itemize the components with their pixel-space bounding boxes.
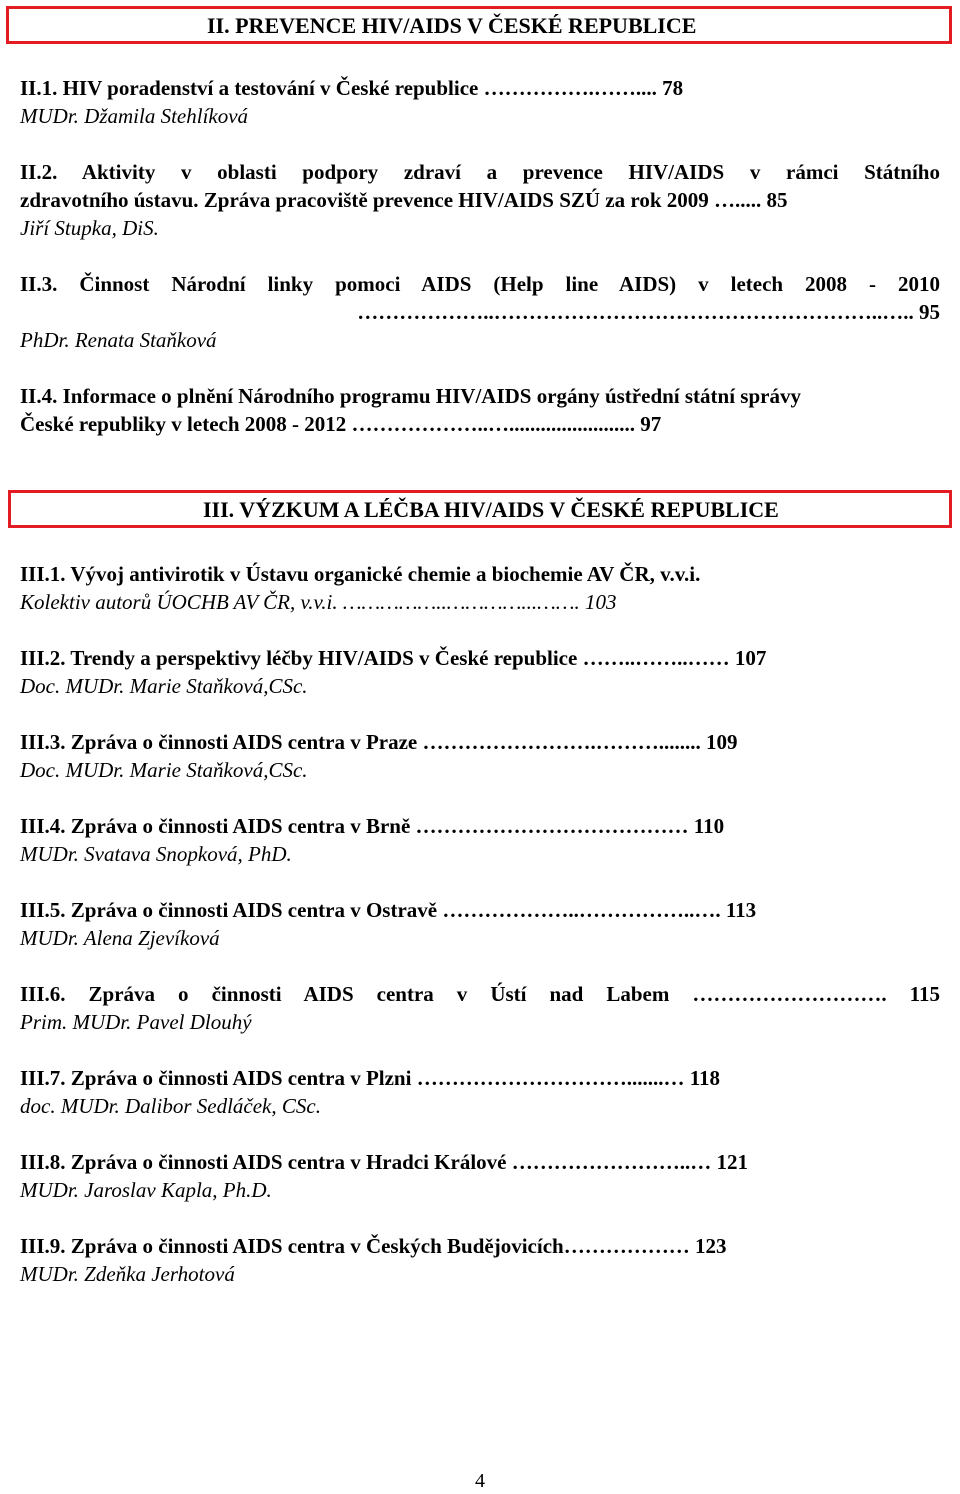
section-2-title: II. PREVENCE HIV/AIDS V ČESKÉ REPUBLICE: [207, 13, 697, 38]
toc-entry-title-cont: České republiky v letech 2008 - 2012 ………………..…........................ 97: [20, 412, 662, 436]
toc-entry-title: III.9. Zpráva o činnosti AIDS centra v Českých Budějovicích……………… 123: [20, 1234, 727, 1258]
toc-entry-title: III.3. Zpráva o činnosti AIDS centra v Praze …………………….………........ 109: [20, 730, 738, 754]
toc-entry-title: III.5. Zpráva o činnosti AIDS centra v Ostravě ………………..……………..…. 113: [20, 898, 757, 922]
toc-entry-author: MUDr. Alena Zjevíková: [20, 926, 220, 950]
toc-entry-title: III.2. Trendy a perspektivy léčby HIV/AIDS v České republice ……..……..…… 107: [20, 646, 767, 670]
toc-entry-author: PhDr. Renata Staňková: [20, 328, 217, 352]
toc-entry-author: MUDr. Džamila Stehlíková: [20, 104, 249, 128]
toc-entry-author: Doc. MUDr. Marie Staňková,CSc.: [20, 758, 308, 782]
section-2-header: [6, 6, 952, 44]
section-3-header: [8, 490, 952, 528]
toc-entry-author: doc. MUDr. Dalibor Sedláček, CSc.: [20, 1094, 321, 1118]
toc-entry-title: III.1. Vývoj antivirotik v Ústavu organické chemie a biochemie AV ČR, v.v.i.: [20, 562, 701, 586]
toc-entry-title: II.4. Informace o plnění Národního programu HIV/AIDS orgány ústřední státní správy: [20, 384, 801, 408]
toc-entry-title-cont: zdravotního ústavu. Zpráva pracoviště prevence HIV/AIDS SZÚ za rok 2009 …..... 85: [20, 188, 788, 212]
toc-entry-title: III.8. Zpráva o činnosti AIDS centra v Hradci Králové ……………………..… 121: [20, 1150, 748, 1174]
toc-entry-title: III.4. Zpráva o činnosti AIDS centra v Brně ………………………………… 110: [20, 814, 725, 838]
toc-entry-title: III.7. Zpráva o činnosti AIDS centra v Plzni ………………………….......… 118: [20, 1066, 721, 1090]
toc-entry-author: Kolektiv autorů ÚOCHB AV ČR, v.v.i. ……………..…………...……. 103: [20, 590, 617, 614]
toc-entry-author: Doc. MUDr. Marie Staňková,CSc.: [20, 674, 308, 698]
page-number: 4: [475, 1470, 485, 1492]
toc-entry-author: Jiří Stupka, DiS.: [20, 216, 159, 240]
toc-entry-title: II.2. Aktivity v oblasti podpory zdraví a prevence HIV/AIDS v rámci Státního: [20, 160, 940, 184]
toc-entry-author: MUDr. Svatava Snopková, PhD.: [20, 842, 292, 866]
section-3-title: III. VÝZKUM A LÉČBA HIV/AIDS V ČESKÉ REPUBLICE: [203, 497, 779, 522]
toc-entry-title: III.6. Zpráva o činnosti AIDS centra v Ústí nad Labem ………………………. 115: [20, 982, 940, 1006]
toc-entry-author: MUDr. Jaroslav Kapla, Ph.D.: [20, 1178, 272, 1202]
toc-entry-author: Prim. MUDr. Pavel Dlouhý: [20, 1010, 252, 1034]
toc-entry-title: II.1. HIV poradenství a testování v České republice …………….…….... 78: [20, 76, 684, 100]
toc-entry-title-cont: ………………..………………………………………………..….. 95: [357, 300, 940, 324]
toc-entry-author: MUDr. Zdeňka Jerhotová: [20, 1262, 235, 1286]
toc-entry-title: II.3. Činnost Národní linky pomoci AIDS (Help line AIDS) v letech 2008 - 2010: [20, 272, 940, 296]
